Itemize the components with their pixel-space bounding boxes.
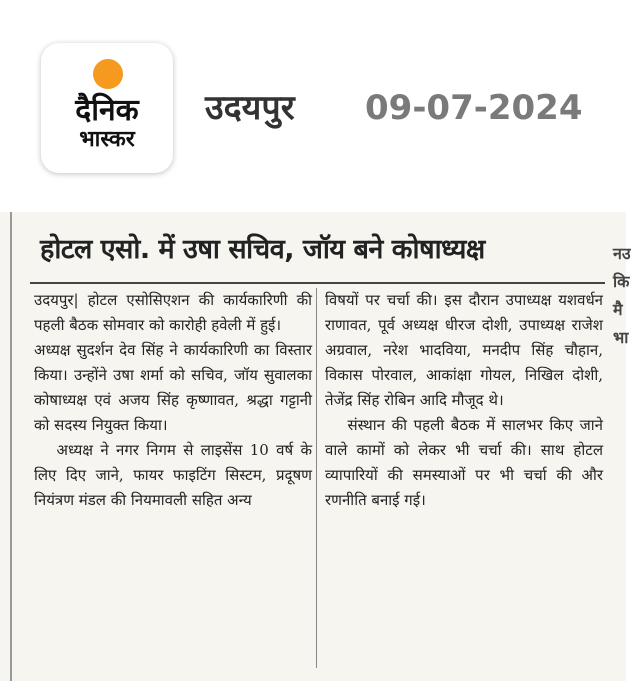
edition-date: 09-07-2024 (365, 88, 583, 128)
article-headline: होटल एसो. में उषा सचिव, जॉय बने कोषाध्यक्ष (40, 234, 485, 265)
headline-rule (30, 282, 605, 284)
adjacent-article-fragment: नउ कि मै भा (613, 244, 631, 347)
edition-city: उदयपुर (205, 88, 295, 128)
dainik-bhaskar-logo (41, 43, 173, 173)
logo-text-bhaskar: भास्कर (79, 127, 135, 152)
sun-dot-icon (93, 59, 123, 89)
newspaper-clipping (0, 212, 631, 681)
column-divider (316, 288, 317, 668)
paragraph: विषयों पर चर्चा की। इस दौरान उपाध्यक्ष यशवर्धन राणावत, पूर्व अध्यक्ष धीरज दोशी, उपाध्यक्ष राजेश अग्रवाल, नरेश भादविया, मनदीप सिंह चौहान, विकास पोरवाल, आकांक्षा गोयल, निखिल दोशी, तेजेंद्र सिंह रोबिन आदि मौजूद थे। (325, 291, 603, 409)
paragraph: अध्यक्ष सुदर्शन देव सिंह ने कार्यकारिणी का विस्तार किया। उन्होंने उषा शर्मा को सचिव, जॉय सुवालका कोषाध्यक्ष एवं अजय सिंह कृष्णावत, श्रद्धा गट्टानी को सदस्य नियुक्त किया। (34, 341, 312, 434)
article-column-2 (325, 288, 603, 678)
logo-text-dainik: दैनिक (75, 93, 139, 128)
paragraph: उदयपुर| होटल एसोसिएशन की कार्यकारिणी की पहली बैठक सोमवार को कारोही हवेली में हुई। (34, 291, 312, 334)
paragraph: संस्थान की पहली बैठक में सालभर किए जाने वाले कामों को लेकर भी चर्चा की। साथ होटल व्यापारियों की समस्याओं पर भी चर्चा की और रणनीति बनाई गई। (325, 416, 603, 509)
paragraph: अध्यक्ष ने नगर निगम से लाइसेंस 10 वर्ष के लिए दिए जाने, फायर फाइटिंग सिस्टम, प्रदूषण नियंत्रण मंडल की नियमावली सहित अन्य (34, 441, 312, 509)
article-column-1 (34, 288, 312, 678)
clipping-left-rule (10, 212, 12, 681)
